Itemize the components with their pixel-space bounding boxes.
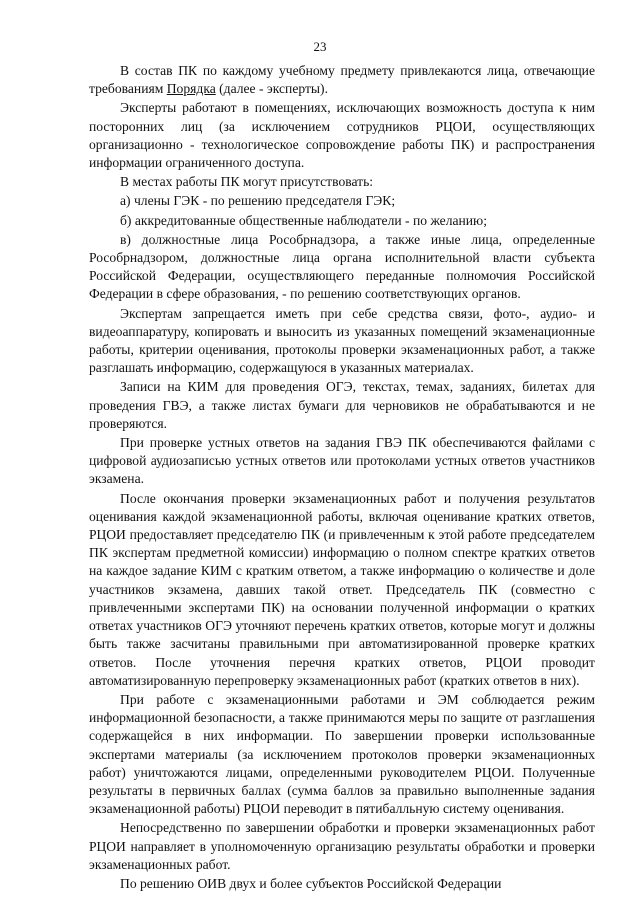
paragraph-8: Записи на КИМ для проведения ОГЭ, текстах, темах, заданиях, билетах для проведения ГВЭ, а также листах бумаги для черновиков не обрабатываются и не проверяются.	[89, 379, 595, 431]
paragraph-5: б) аккредитованные общественные наблюдатели - по желанию;	[120, 212, 487, 228]
paragraph-1-text-b: (далее - эксперты).	[215, 81, 328, 97]
paragraph-10: После окончания проверки экзаменационных работ и получения результатов оценивания каждой экзаменационной работы, включая оценивание кратких ответов, РЦОИ предоставляет председателю ПК (и привлеченным к этой работе председателем ПК экспертам предметной комиссии) информацию о полном спектре кратких ответов на каждое задание КИМ с кратким ответом, а также информацию о количестве и доле участников экзамена, давших такой ответ. Председатель ПК (совместно с привлеченными экспертами ПК) на основании полученной информации о кратких ответах участников ОГЭ уточняют перечень кратких ответов, которые могут и должны быть также засчитаны правильными при автоматизированной проверке кратких ответов. После уточнения перечня кратких ответов, РЦОИ проводит автоматизированную перепроверку экзаменационных работ (кратких ответов в них).	[89, 490, 595, 688]
paragraph-7: Экспертам запрещается иметь при себе средства связи, фото-, аудио- и видеоаппаратуру, копировать и выносить из указанных помещений экзаменационные работы, критерии оценивания, протоколы проверки экзаменационных работ, а также разглашать информацию, содержащуюся в указанных материалах.	[89, 305, 595, 376]
paragraph-11: При работе с экзаменационными работами и ЭМ соблюдается режим информационной безопасности, а также принимаются меры по защите от разглашения содержащейся в них информации. По завершении проверки использованные экспертами материалы (за исключением протоколов проверки экзаменационных работ) уничтожаются лицами, определенными руководителем РЦОИ. Полученные результаты в первичных баллах (сумма баллов за правильно выполненные задания экзаменационной работы) РЦОИ переводит в пятибалльную систему оценивания.	[89, 691, 595, 817]
page-number: 23	[313, 39, 327, 54]
paragraph-12: Непосредственно по завершении обработки и проверки экзаменационных работ РЦОИ направляет в уполномоченную организацию результаты обработки и проверки экзаменационных работ.	[89, 820, 595, 872]
paragraph-13: По решению ОИВ двух и более субъектов Российской Федерации	[120, 875, 502, 891]
document-body	[89, 62, 595, 894]
paragraph-4: а) члены ГЭК - по решению председателя ГЭК;	[120, 193, 396, 209]
paragraph-2: Эксперты работают в помещениях, исключающих возможность доступа к ним посторонних лиц (за исключением сотрудников РЦОИ, осуществляющих организационно - технологическое сопровождение работы ПК) и распространения информации ограниченного доступа.	[89, 100, 595, 171]
paragraph-1-text-a: В состав ПК по каждому учебному предмету привлекаются лица, отвечающие требованиям	[89, 63, 595, 97]
paragraph-1	[89, 62, 595, 98]
order-link[interactable]: Порядка	[166, 81, 216, 97]
paragraph-6: в) должностные лица Рособрнадзора, а также иные лица, определенные Рособрнадзором, должностные лица органа исполнительной власти субъекта Российской Федерации, осуществляющего переданные полномочия Российской Федерации в сфере образования, - по решению соответствующих органов.	[89, 231, 595, 302]
paragraph-9: При проверке устных ответов на задания ГВЭ ПК обеспечиваются файлами с цифровой аудиозаписью устных ответов или протоколами устных ответов участников экзамена.	[89, 435, 595, 487]
paragraph-3: В местах работы ПК могут присутствовать:	[120, 174, 374, 190]
